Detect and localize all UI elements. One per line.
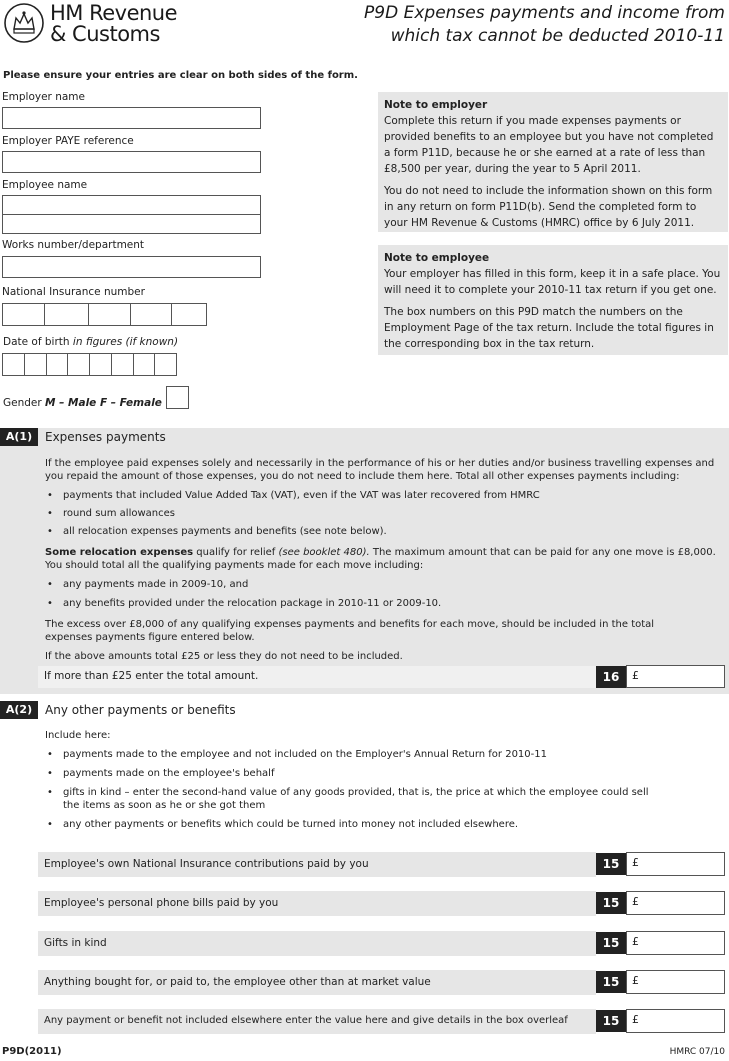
list-item: • any benefits provided under the relocation package in 2010-11 or 2009-10. [45, 597, 723, 610]
relocation-booklet-ref: (see booklet 480). [278, 547, 370, 558]
form-code: P9D(2011) [2, 1046, 62, 1057]
excess-text: The excess over £8,000 of any qualifying expenses payments and benefits for each move, should be included in the total expenses payments figure entered below. [45, 619, 655, 643]
box-15-number: 15 [596, 853, 626, 875]
relocation-rest: The maximum amount that can be paid for any one move is £8,000. You should total all the qualifying payments made for each move including: [45, 547, 716, 571]
list-item: • round sum allowances [45, 507, 723, 520]
section-a2-include: Include here: [45, 730, 111, 741]
form-title-line2: which tax cannot be deducted 2010-11 [390, 26, 725, 46]
ni-number-field[interactable] [2, 303, 207, 326]
relocation-bullet-list [45, 578, 723, 610]
box-15-number: 15 [596, 1010, 626, 1032]
note-to-employee [378, 245, 728, 355]
note-employer-heading: Note to employer [384, 99, 488, 111]
expenses-total-label: If more than £25 enter the total amount. [44, 670, 259, 682]
gender-field[interactable] [166, 386, 189, 409]
gender-label-hint: M – Male F – Female [45, 397, 162, 409]
form-version: HMRC 07/10 [669, 1047, 725, 1057]
dob-cell[interactable] [68, 354, 90, 375]
dob-cell[interactable] [47, 354, 69, 375]
dob-cell[interactable] [90, 354, 112, 375]
section-a2-tag: A(2) [0, 701, 38, 719]
list-item: • any other payments or benefits which could be turned into money not included elsewhere. [45, 818, 665, 831]
expenses-total-input[interactable] [626, 665, 725, 688]
ni-cell[interactable] [45, 304, 90, 325]
ni-cell[interactable] [89, 304, 131, 325]
paye-reference-field[interactable] [2, 151, 261, 173]
section-a2-title: Any other payments or benefits [45, 703, 236, 717]
amount-input[interactable] [626, 852, 725, 876]
a2-row-bar [38, 891, 596, 916]
dob-label-text: Date of birth [3, 336, 73, 348]
ni-cell[interactable] [172, 304, 206, 325]
a2-row [38, 891, 728, 916]
dob-label [3, 336, 178, 348]
expenses-total-row [38, 666, 596, 688]
section-a1-title: Expenses payments [45, 430, 166, 444]
dob-cell[interactable] [134, 354, 156, 375]
logo-name-line1: HM Revenue [50, 1, 178, 25]
box-15-number: 15 [596, 892, 626, 914]
crown-crest-icon [4, 2, 44, 44]
a2-row [38, 852, 728, 877]
box-16-number: 16 [596, 666, 626, 688]
employer-name-field[interactable] [2, 107, 261, 129]
box-15-number: 15 [596, 971, 626, 993]
pound-icon: £ [632, 856, 639, 869]
pound-icon: £ [632, 895, 639, 908]
list-item: • payments made on the employee's behalf [45, 767, 665, 780]
relocation-mid: qualify for relief [193, 547, 279, 558]
hmrc-logo [4, 2, 184, 46]
threshold-text: If the above amounts total £25 or less they do not need to be included. [45, 651, 403, 662]
list-item: • all relocation expenses payments and benefits (see note below). [45, 525, 723, 538]
dob-cell[interactable] [3, 354, 25, 375]
a2-row-bar [38, 970, 596, 995]
a2-row-bar [38, 852, 596, 877]
amount-input[interactable] [626, 970, 725, 994]
a2-row [38, 931, 728, 956]
list-item: • payments made to the employee and not included on the Employer's Annual Return for 2010-11 [45, 748, 665, 761]
paye-reference-label: Employer PAYE reference [2, 135, 134, 147]
note-employee-heading: Note to employee [384, 252, 490, 264]
note-employee-p2: The box numbers on this P9D match the numbers on the Employment Page of the tax return. Include the total figures in the corresponding box in the tax return. [384, 306, 714, 350]
employee-name-field-2[interactable] [2, 214, 261, 234]
works-number-field[interactable] [2, 256, 261, 278]
a2-row-label: Gifts in kind [44, 937, 107, 949]
a2-row-label: Employee's personal phone bills paid by you [44, 897, 279, 909]
amount-input[interactable] [626, 931, 725, 955]
ni-cell[interactable] [131, 304, 173, 325]
ni-cell[interactable] [3, 304, 45, 325]
note-employee-p1: Your employer has filled in this form, keep it in a safe place. You will need it to complete your 2010-11 tax return if you get one. [384, 268, 721, 296]
box-15-number: 15 [596, 932, 626, 954]
ni-number-label: National Insurance number [2, 286, 145, 298]
section-a2-bullet-list [45, 748, 665, 831]
pound-icon: £ [632, 974, 639, 987]
a2-row-bar [38, 1009, 596, 1034]
a2-row-label: Any payment or benefit not included elsewhere enter the value here and give details in the box overleaf [44, 1015, 568, 1026]
a2-row [38, 1009, 728, 1034]
dob-cell[interactable] [25, 354, 47, 375]
relocation-text [45, 546, 723, 572]
list-item: • any payments made in 2009-10, and [45, 578, 723, 591]
pound-icon: £ [632, 1013, 639, 1026]
section-a1-tag: A(1) [0, 428, 38, 446]
relocation-bold: Some relocation expenses [45, 547, 194, 558]
form-title-line1: P9D Expenses payments and income from [364, 3, 725, 23]
employee-name-label: Employee name [2, 179, 88, 191]
employee-name-field-1[interactable] [2, 195, 261, 215]
section-a1-intro: If the employee paid expenses solely and necessarily in the performance of his or her duties and/or business travelling expenses and you repaid the amount of those expenses, you do not need to include them here. Total all other expenses payments including: [45, 458, 715, 482]
amount-input[interactable] [626, 891, 725, 915]
note-employer-p1: Complete this return if you made expenses payments or provided benefits to an employee but you have not completed a form P11D, because he or she earned at a rate of less than £8,500 per year, during the year to 5 April 2011. [384, 115, 714, 175]
pound-icon: £ [632, 669, 639, 682]
a2-row-label: Employee's own National Insurance contributions paid by you [44, 858, 369, 870]
dob-label-hint: in figures (if known) [72, 336, 179, 348]
logo-name-line2: & Customs [50, 22, 160, 46]
pound-icon: £ [632, 935, 639, 948]
a2-row-label: Anything bought for, or paid to, the employee other than at market value [44, 976, 431, 988]
a2-row-bar [38, 931, 596, 956]
instruction-text: Please ensure your entries are clear on both sides of the form. [3, 70, 358, 81]
a2-row [38, 970, 728, 995]
form-title [305, 2, 725, 48]
note-employer-p2: You do not need to include the information shown on this form in any return on form P11D(b). Send the completed form to your HM Revenue & Customs (HMRC) office by 6 July 2011. [384, 185, 713, 229]
list-item: • gifts in kind – enter the second-hand value of any goods provided, that is, the price at which the employee could sell the items as soon as he or she got them [45, 786, 655, 812]
section-a1-bullet-list [45, 489, 723, 538]
list-item: • payments that included Value Added Tax (VAT), even if the VAT was later recovered from HMRC [45, 489, 723, 502]
amount-input[interactable] [626, 1009, 725, 1033]
dob-cell[interactable] [112, 354, 134, 375]
gender-label [3, 397, 162, 409]
dob-field[interactable] [2, 353, 177, 376]
employer-name-label: Employer name [2, 91, 85, 103]
gender-label-text: Gender [3, 397, 46, 409]
works-number-label: Works number/department [2, 239, 145, 251]
note-to-employer [378, 92, 728, 232]
dob-cell[interactable] [155, 354, 176, 375]
